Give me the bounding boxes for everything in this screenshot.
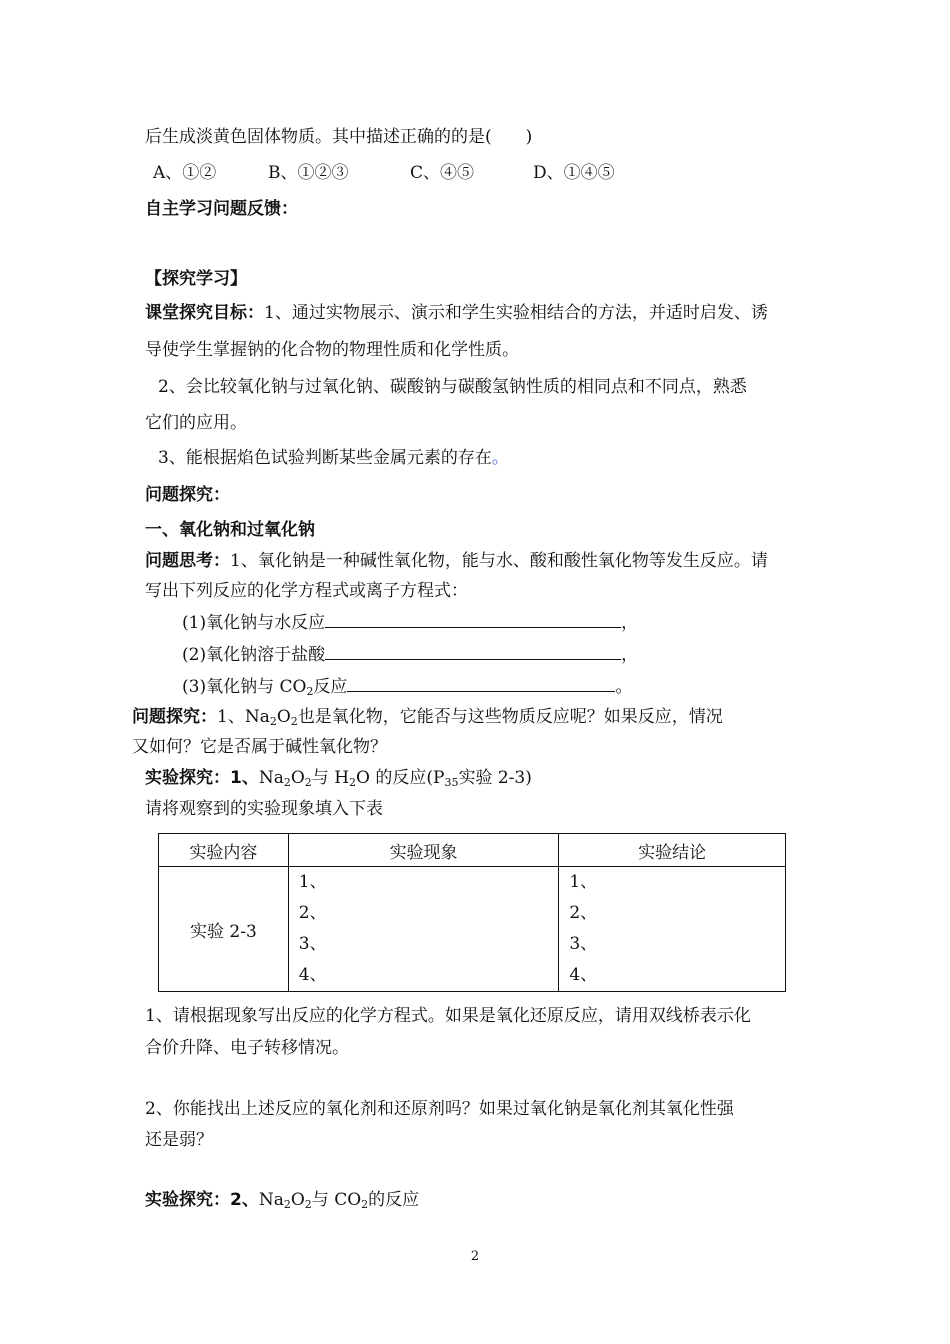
- exp2-na: Na: [258, 1190, 284, 1210]
- exp2-post: 的反应: [368, 1190, 420, 1210]
- equation-2: [182, 643, 638, 666]
- exp2-with: 与 CO: [311, 1190, 362, 1210]
- eq1-blank[interactable]: [325, 611, 621, 628]
- explore-a-mid: O: [276, 707, 291, 727]
- goal-line-1b: 导使学生掌握钠的化合物的物理性质和化学性质。: [145, 340, 519, 360]
- goal-line-3: [158, 447, 509, 469]
- exp2-label: 实验探究：: [145, 1190, 230, 1210]
- eq3-post: 反应: [313, 677, 348, 697]
- goal-line-2: 2、会比较氧化钠与过氧化钠、碳酸钠与碳酸氢钠性质的相同点和不同点，熟悉: [158, 377, 747, 397]
- exp1-with: 与 H: [311, 768, 350, 788]
- think-a: 1、氧化钠是一种碱性氧化物，能与水、酸和酸性氧化物等发生反应。请: [230, 551, 768, 571]
- equation-3: [182, 675, 632, 698]
- exp1-na: Na: [258, 768, 284, 788]
- experiment-2-title: [145, 1189, 419, 1211]
- equation-1: [182, 611, 638, 634]
- exp2-o: O: [290, 1190, 305, 1210]
- problem-heading: 问题探究：: [145, 485, 230, 505]
- explore-a-pre: 1、Na: [217, 707, 270, 727]
- goal-3-dot: 。: [491, 448, 509, 468]
- explore-line-b: 又如何？它是否属于碱性氧化物？: [132, 737, 387, 757]
- exp2-s3: 2: [361, 1198, 369, 1211]
- eq1-label: (1)氧化钠与水反应: [182, 613, 326, 633]
- eq3-blank[interactable]: [347, 675, 615, 692]
- feedback-heading: 自主学习问题反馈：: [145, 199, 298, 219]
- conclusion-item-2: 2、: [569, 903, 598, 923]
- think-label: 问题思考：: [145, 551, 230, 571]
- exp1-num: 1、: [230, 768, 259, 788]
- exp1-s4: 35: [444, 776, 459, 789]
- goal-line-1: [145, 302, 768, 324]
- question-2-a: 2、你能找出上述反应的氧化剂和还原剂吗？如果过氧化钠是氧化剂其氧化性强: [145, 1099, 734, 1119]
- eq3-sub: 2: [306, 685, 314, 698]
- fill-table-instruction: 请将观察到的实验现象填入下表: [145, 799, 383, 819]
- explore-a-post: 也是氧化物，它能否与这些物质反应呢？如果反应，情况: [297, 707, 723, 727]
- option-d: D、①④⑤: [533, 163, 615, 183]
- option-a: A、①②: [153, 163, 217, 183]
- question-1-a: 1、请根据现象写出反应的化学方程式。如果是氧化还原反应，请用双线桥表示化: [145, 1006, 751, 1026]
- eq3-end: 。: [615, 677, 633, 697]
- section-1-title: 一、氧化钠和过氧化钠: [145, 520, 315, 540]
- exp1-label: 实验探究：: [145, 768, 230, 788]
- conclusion-cell[interactable]: [559, 867, 786, 992]
- explore-label: 问题探究：: [132, 707, 217, 727]
- phenomenon-cell[interactable]: [288, 867, 559, 992]
- exp1-tail: 实验 2-3): [458, 768, 532, 788]
- explore-a-sub1: 2: [269, 715, 277, 728]
- header-conclusion: 实验结论: [559, 834, 786, 867]
- phenomenon-item-4: 4、: [298, 965, 327, 985]
- header-content: 实验内容: [159, 834, 289, 867]
- eq3-pre: (3)氧化钠与 CO: [182, 677, 307, 697]
- option-c: C、④⑤: [410, 163, 475, 183]
- goal-label: 课堂探究目标：: [145, 303, 264, 323]
- eq2-label: (2)氧化钠溶于盐酸: [182, 645, 326, 665]
- row-label: 实验 2-3: [159, 867, 289, 992]
- conclusion-item-4: 4、: [569, 965, 598, 985]
- page-number: 2: [470, 1249, 480, 1264]
- eq1-end: ，: [621, 613, 639, 633]
- exp1-post: O 的反应(P: [356, 768, 445, 788]
- phenomenon-item-3: 3、: [298, 934, 327, 954]
- exp1-s3: 2: [349, 776, 357, 789]
- explore-a-sub2: 2: [290, 715, 298, 728]
- think-line-a: [145, 550, 768, 572]
- exp2-s2: 2: [304, 1198, 312, 1211]
- inquiry-header: 【探究学习】: [145, 269, 247, 289]
- conclusion-item-1: 1、: [569, 872, 598, 892]
- exp2-num: 2、: [230, 1190, 259, 1210]
- phenomenon-item-1: 1、: [298, 872, 327, 892]
- question-1-b: 合价升降、电子转移情况。: [145, 1038, 349, 1058]
- experiment-1-title: [145, 767, 532, 789]
- goal-line-2b: 它们的应用。: [145, 413, 247, 433]
- table-row: [159, 867, 786, 992]
- question-tail-line: 后生成淡黄色固体物质。其中描述正确的的是( ): [145, 127, 533, 147]
- exp1-o: O: [290, 768, 305, 788]
- experiment-table: [158, 833, 786, 992]
- header-phenomenon: 实验现象: [288, 834, 559, 867]
- phenomenon-item-2: 2、: [298, 903, 327, 923]
- exp2-s1: 2: [283, 1198, 291, 1211]
- eq2-end: ，: [621, 645, 639, 665]
- exp1-s2: 2: [304, 776, 312, 789]
- conclusion-item-3: 3、: [569, 934, 598, 954]
- goal-3: 3、能根据焰色试验判断某些金属元素的存在: [158, 448, 492, 468]
- question-2-b: 还是弱？: [145, 1130, 213, 1150]
- think-line-b: 写出下列反应的化学方程式或离子方程式：: [145, 581, 468, 601]
- explore-line-a: [132, 706, 723, 728]
- goal-1a: 1、通过实物展示、演示和学生实验相结合的方法，并适时启发、诱: [264, 303, 768, 323]
- exp1-s1: 2: [283, 776, 291, 789]
- eq2-blank[interactable]: [325, 643, 621, 660]
- table-header-row: [159, 834, 786, 867]
- option-b: B、①②③: [268, 163, 349, 183]
